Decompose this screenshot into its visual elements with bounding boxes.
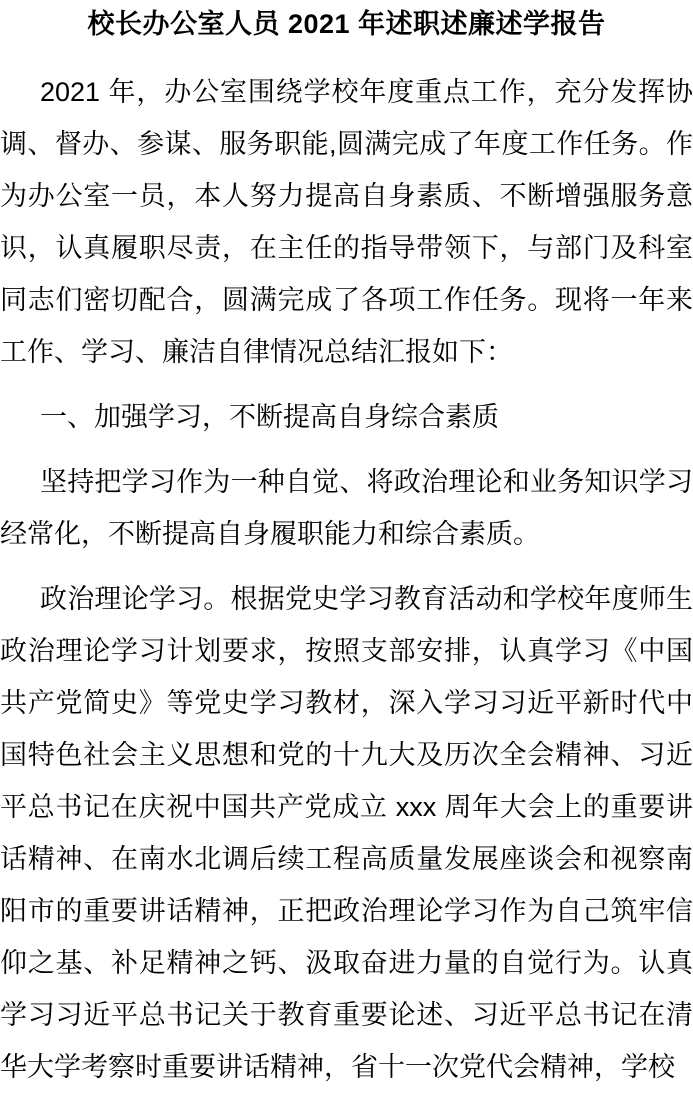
document-title: 校长办公室人员 2021 年述职述廉述学报告 [87, 9, 606, 39]
body-paragraph: 政治理论学习。根据党史学习教育活动和学校年度师生政治理论学习计划要求，按照支部安排，认真学习《中国共产党简史》等党史学习教材，深入学习习近平新时代中国特色社会主义思想和党的十九大及历次全会精神、习近平总书记在庆祝中国共产党成立 xxx 周年大会上的重要讲话精神、在南水北调后续工程高质量发展座谈会和视察南阳市的重要讲话精神，正把政治理论学习作为自己筑牢信仰之基、补足精神之钙、汲取奋进力量的自觉行为。认真学习习近平总书记关于教育重要论述、习近平总书记在清华大学考察时重要讲话精神，省十一次党代会精神，学校 [0, 584, 693, 1082]
section-heading: 一、加强学习，不断提高自身综合素质 [40, 402, 499, 432]
body-paragraph: 2021 年，办公室围绕学校年度重点工作，充分发挥协调、督办、参谋、服务职能,圆满完成了年度工作任务。作为办公室一员，本人努力提高自身素质、不断增强服务意识，认真履职尽责，在主任的指导带领下，与部门及科室同志们密切配合，圆满完成了各项工作任务。现将一年来工作、学习、廉洁自律情况总结汇报如下： [0, 77, 693, 367]
document-body [0, 66, 693, 1093]
body-paragraph: 坚持把学习作为一种自觉、将政治理论和业务知识学习经常化，不断提高自身履职能力和综合素质。 [0, 467, 693, 549]
